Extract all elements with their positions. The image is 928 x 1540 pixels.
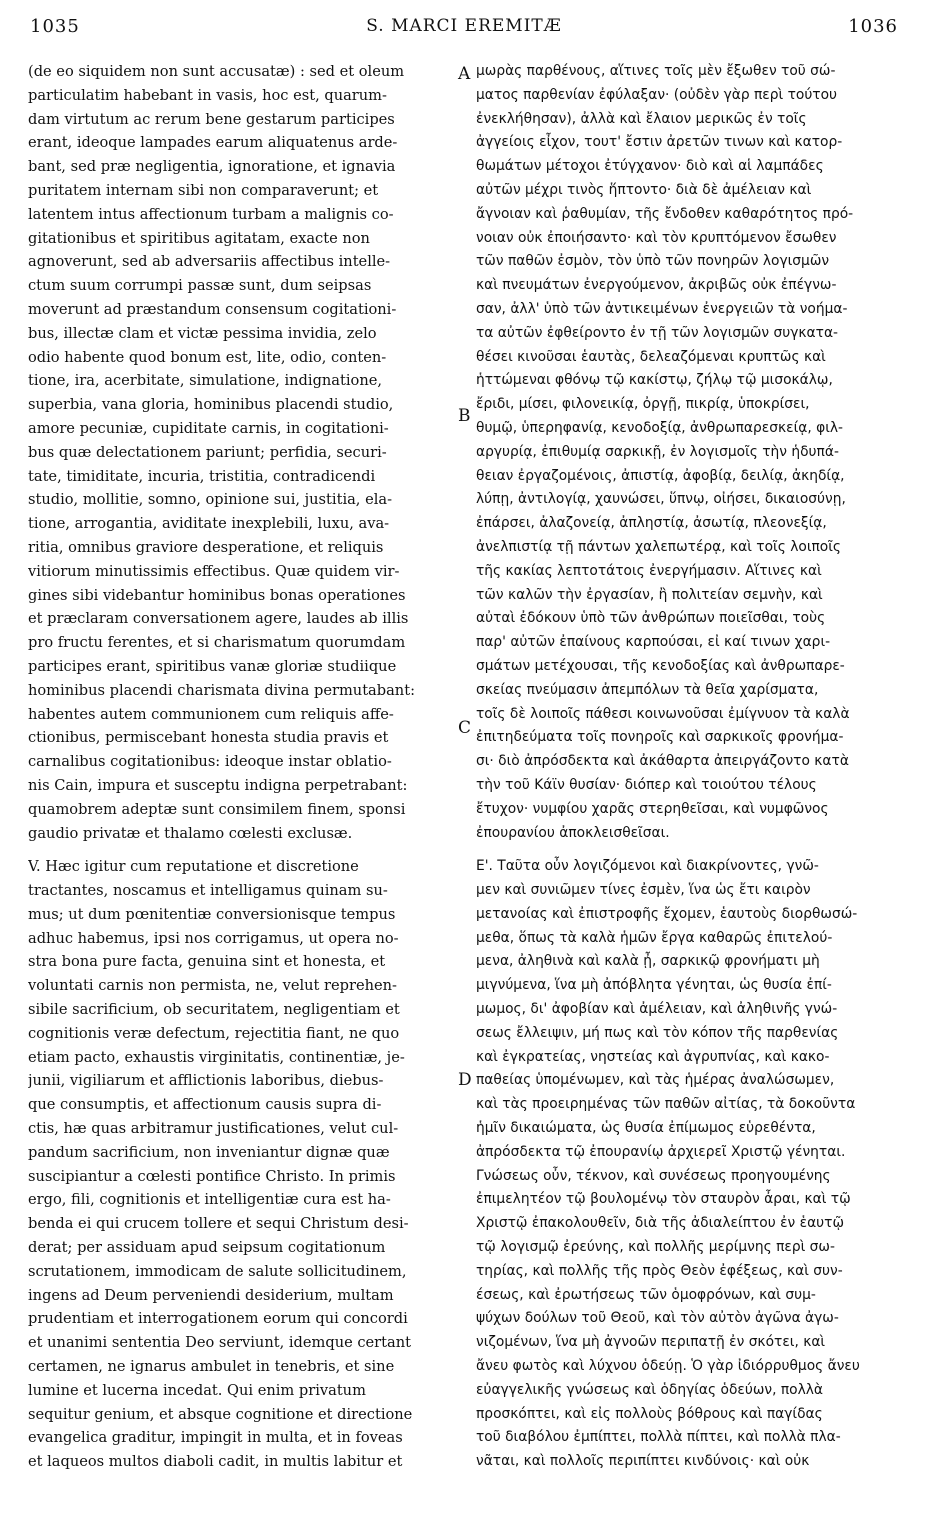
latin-text-line: ctis, hæ quas arbitramur justificationes, velut cul- <box>28 1120 399 1138</box>
greek-text-line: σμάτων μετέχουσαι, τῆς κενοδοξίας καὶ ἀνθρωπαρε- <box>476 657 845 674</box>
greek-text-line: ἐνεκλήθησαν), ἀλλὰ καὶ ἔλαιον μερικῶς ἐν τοῖς <box>476 110 807 127</box>
greek-text-line: αὐταὶ ἐδόκουν ὑπὸ τῶν ἀνθρώπων ποιεῖσθαι, τοὺς <box>476 610 826 627</box>
greek-text-line: νοιαν οὐκ ἐποιήσαντο· καὶ τὸν κρυπτόμενον ἔσωθεν <box>476 229 837 246</box>
latin-text-line: vitiorum minutissimis effectibus. Quæ quidem vir- <box>28 562 400 580</box>
greek-text-line: ἐπιτηδεύματα τοῖς πονηροῖς καὶ σαρκικοῖς φρονήμα- <box>476 729 844 746</box>
latin-text-line: V. Hæc igitur cum reputatione et discretione <box>28 858 359 876</box>
greek-text-line: ψύχων δούλων τοῦ Θεοῦ, καὶ τὸν αὐτὸν ἀγῶνα ἀγω- <box>476 1310 839 1327</box>
latin-text-line: bus quæ delectationem pariunt; perfidia, securi- <box>28 443 387 461</box>
greek-text-line: σκείας πνεύμασιν ἀπεμπόλων τὰ θεῖα χαρίσματα, <box>476 681 819 698</box>
latin-text-line: evangelica graditur, impingit in multa, et in foveas <box>28 1429 403 1447</box>
latin-text-line: sibile sacrificium, ob securitatem, negligentiam et <box>28 1001 400 1019</box>
greek-text-line: ἐπιμελητέον τῷ βουλομένῳ τὸν σταυρὸν ἆραι, καὶ τῷ <box>476 1191 851 1208</box>
greek-text-line: νιζομένων, ἵνα μὴ ἀγνοῶν περιπατῇ ἐν σκότει, καὶ <box>476 1334 826 1351</box>
latin-text-line: (de eo siquidem non sunt accusatæ) : sed et oleum <box>28 63 405 80</box>
greek-text-line: καὶ τὰς προειρημένας τῶν παθῶν αἰτίας, τὰ δοκοῦντα <box>476 1096 856 1113</box>
latin-text-line: participes erant, spiritibus vanæ gloriæ studiique <box>28 657 397 675</box>
greek-text-line: ἐπάρσει, ἀλαζονείᾳ, ἀπληστίᾳ, ἀσωτίᾳ, πλεονεξίᾳ, <box>476 515 827 532</box>
latin-text-line: gitationibus et spiritibus agitatam, exacte non <box>28 229 370 247</box>
greek-text-line: έσεως, καὶ ἐρωτήσεως τῶν ὁμοφρόνων, καὶ συμ- <box>476 1286 816 1303</box>
greek-text-line: αργυρίᾳ, ἐπιθυμίᾳ σαρκικῇ, ἐν λογισμοῖς τὴν ἡδυπά- <box>476 443 839 460</box>
greek-text-line: μεθα, ὅπως τὰ καλὰ ἡμῶν ἔργα καθαρῶς ἐπιτελού- <box>476 929 833 946</box>
greek-text-line: τῷ λογισμῷ ἐρεύνης, καὶ πολλῆς μερίμνης περὶ σω- <box>476 1239 835 1256</box>
greek-text-line: θειαν ἐργαζομένοις, ἀπιστίᾳ, ἀφοβίᾳ, δειλίᾳ, ἀκηδίᾳ, <box>476 467 845 484</box>
latin-text-line: tione, ira, acerbitate, simulatione, indignatione, <box>28 372 382 390</box>
latin-text-line <box>28 845 458 855</box>
latin-text-line: habentes autem communionem cum reliquis affe- <box>28 705 394 723</box>
greek-text-line: σεως ἔλλειψιν, μή πως καὶ τὸν κόπον τῆς παρθενίας <box>476 1024 839 1041</box>
latin-text-line: bus, illectæ clam et victæ pessima invidia, zelo <box>28 324 377 342</box>
greek-text-line: ἀπρόσδεκτα τῷ ἐπουρανίῳ ἀρχιερεῖ Χριστῷ γένηται. <box>476 1143 846 1160</box>
greek-text-line: ματος παρθενίαν ἐφύλαξαν· (οὐδὲν γὰρ περὶ τούτου <box>476 86 838 103</box>
greek-text-line: μωρὰς παρθένους, αἵτινες τοῖς μὲν ἔξωθεν τοῦ σώ- <box>476 63 836 79</box>
greek-text-line: μετανοίας καὶ ἐπιστροφῆς ἔχομεν, ἑαυτοὺς διορθωσώ- <box>476 905 858 922</box>
latin-text-line: prudentiam et interrogationem eorum qui concordi <box>28 1310 408 1328</box>
latin-text-line: superbia, vana gloria, hominibus placendi studio, <box>28 396 394 414</box>
latin-text-line: particulatim habebant in vasis, hoc est, quarum- <box>28 86 387 104</box>
latin-text-line: et unanimi sententia Deo serviunt, idemque certant <box>28 1334 411 1352</box>
latin-text-line: ingens ad Deum perveniendi desiderium, multam <box>28 1286 394 1304</box>
latin-text-line: erant, ideoque lampades earum aliquatenus arde- <box>28 134 398 152</box>
latin-text-line: latentem intus affectionum turbam a malignis co- <box>28 205 394 223</box>
greek-text-line: ἔτυχον· νυμφίου χαρᾶς στερηθεῖσαι, καὶ νυμφῶνος <box>476 800 829 817</box>
latin-text-line: derat; per assiduam apud seipsum cogitationum <box>28 1239 386 1257</box>
latin-text-line: tractantes, noscamus et intelligamus quinam su- <box>28 882 388 900</box>
greek-text-line: προσκόπτει, καὶ εἰς πολλοὺς βόθρους καὶ παγίδας <box>476 1405 823 1422</box>
greek-text-line: ἄνευ φωτὸς καὶ λύχνου ὁδεύῃ. Ὁ γὰρ ἰδιόρρυθμος ἄνευ <box>476 1358 860 1375</box>
greek-text-line <box>476 845 906 855</box>
greek-text-line: ἔριδι, μίσει, φιλονεικίᾳ, ὀργῇ, πικρίᾳ, ὑποκρίσει, <box>476 396 810 413</box>
greek-text-line: μενα, ἀληθινὰ καὶ καλὰ ᾖ, σαρκικῷ φρονήματι μὴ <box>476 953 820 970</box>
section-marker-d: D <box>458 1070 472 1090</box>
greek-text-line: παρ' αὐτῶν ἐπαίνους καρπούσαι, εἰ καί τινων χαρι- <box>476 634 831 651</box>
latin-text-line: voluntati carnis non permista, ne, velut reprehen- <box>28 977 397 995</box>
greek-text-line: Χριστῷ ἐπακολουθεῖν, διὰ τῆς ἀδιαλείπτου ἐν ἑαυτῷ <box>476 1215 845 1232</box>
latin-text-line: puritatem internam sibi non comparaverunt; et <box>28 181 379 199</box>
greek-text-line: τοῦ διαβόλου ἐμπίπτει, πολλὰ πίπτει, καὶ πολλὰ πλα- <box>476 1429 841 1446</box>
greek-text-line: τα αὐτῶν ἐφθείροντο ἐν τῇ τῶν λογισμῶν συγκατα- <box>476 324 839 341</box>
latin-text-line: mus; ut dum pœnitentiæ conversionisque tempus <box>28 905 396 923</box>
latin-text-line: tate, timiditate, incuria, tristitia, contradicendi <box>28 467 376 485</box>
latin-text-line: etiam pacto, exhaustis virginitatis, continentiæ, je- <box>28 1048 405 1066</box>
greek-text-line: νᾶται, καὶ πολλοῖς περιπίπτει κινδύνοις· καὶ οὐκ <box>476 1453 810 1470</box>
latin-text-line: stra bona pure facta, genuina sint et honesta, et <box>28 953 386 971</box>
greek-text-line: θέσει κινοῦσαι ἑαυτὰς, δελεαζόμεναι κρυπτῶς καὶ <box>476 348 826 365</box>
latin-text-line: tione, arrogantia, aviditate inexplebili, luxu, ava- <box>28 515 390 533</box>
latin-text-line: cognitionis veræ defectum, rejectitia fiant, ne quo <box>28 1024 400 1042</box>
latin-column <box>28 60 458 1474</box>
section-marker-c: C <box>458 718 472 738</box>
section-marker-b: B <box>458 406 471 426</box>
greek-text-line: παθείας ὑπομένωμεν, καὶ τὰς ἡμέρας ἀναλώσωμεν, <box>476 1072 835 1089</box>
greek-text-line: τῆς κακίας λεπτοτάτοις ἐνεργήμασιν. Αἵτινες καὶ <box>476 562 822 579</box>
greek-text-line: ἀνελπιστίᾳ τῇ πάντων χαλεπωτέρᾳ, καὶ τοῖς λοιποῖς <box>476 538 841 555</box>
latin-text-line: adhuc habemus, ipsi nos corrigamus, ut opera no- <box>28 929 399 947</box>
latin-text-line: hominibus placendi charismata divina permutabant: <box>28 681 415 699</box>
greek-text-line: τῶν παθῶν ἐσμὸν, τὸν ὑπὸ τῶν πονηρῶν λογισμῶν <box>476 253 830 270</box>
latin-text-line: pro fructu ferentes, et si charismatum quorumdam <box>28 634 406 652</box>
latin-text-line: suscipiantur a cœlesti pontifice Christo. In primis <box>28 1167 396 1185</box>
latin-text-line: odio habente quod bonum est, lite, odio, conten- <box>28 348 387 366</box>
greek-text-line: εὐαγγελικῆς γνώσεως καὶ ὁδηγίας ὁδεύων, πολλὰ <box>476 1381 824 1398</box>
greek-text-line: τῶν καλῶν τὴν ἐργασίαν, ἢ πολιτείαν σεμνὴν, καὶ <box>476 586 823 603</box>
page-header <box>30 12 898 52</box>
latin-text-line: sequitur genium, et absque cognitione et directione <box>28 1405 413 1423</box>
greek-text-line: τὴν τοῦ Κάϊν θυσίαν· διόπερ καὶ τοιούτου τέλους <box>476 776 817 793</box>
greek-text-line: μιγνύμενα, ἵνα μὴ ἀπόβλητα γένηται, ὡς θυσία ἐπί- <box>476 977 832 994</box>
greek-text-line: λύπῃ, ἀντιλογίᾳ, χαυνώσει, ὕπνῳ, οἰήσει, δικαιοσύνῃ, <box>476 491 846 508</box>
greek-text-line: ἡμῖν δικαιώματα, ὡς θυσία ἐπίμωμος εὑρεθέντα, <box>476 1120 816 1137</box>
greek-text-line: θυμῷ, ὑπερηφανίᾳ, κενοδοξίᾳ, ἀνθρωπαρεσκείᾳ, φιλ- <box>476 419 844 436</box>
greek-text-line: μεν καὶ συνιῶμεν τίνες ἐσμὲν, ἵνα ὡς ἔτι καιρὸν <box>476 882 811 899</box>
greek-text-line: ἡττώμεναι φθόνῳ τῷ κακίστῳ, ζήλῳ τῷ μισοκάλῳ, <box>476 372 833 389</box>
latin-text-line: et præclaram conversationem agere, laudes ab illis <box>28 610 409 628</box>
greek-text-line: θωμάτων μέτοχοι ἐτύγχανον· διὸ καὶ αἱ λαμπάδες <box>476 158 824 175</box>
latin-text-line: ctum suum corrumpi passæ sunt, dum seipsas <box>28 277 372 295</box>
section-marker-a: A <box>458 64 471 84</box>
greek-text-line: Γνώσεως οὖν, τέκνον, καὶ συνέσεως προηγουμένης <box>476 1167 831 1184</box>
latin-text-line: benda ei qui crucem tollere et sequi Christum desi- <box>28 1215 409 1233</box>
greek-text-line: καὶ πνευμάτων ἐνεργούμενον, ἀκριβῶς οὐκ ἐπέγνω- <box>476 277 837 294</box>
latin-text-line: bant, sed præ negligentia, ignoratione, et ignavia <box>28 158 396 176</box>
latin-text-line: ergo, fili, cognitionis et intelligentiæ cura est ha- <box>28 1191 391 1209</box>
latin-text-line: ctionibus, permiscebant honesta studia pravis et <box>28 729 389 747</box>
greek-text-line: Ε'. Ταῦτα οὖν λογιζόμενοι καὶ διακρίνοντες, γνῶ- <box>476 858 819 875</box>
latin-text-line: lumine et lucerna incedat. Qui enim privatum <box>28 1381 366 1399</box>
greek-text-line: καὶ ἐγκρατείας, νηστείας καὶ ἀγρυπνίας, καὶ κακο- <box>476 1048 830 1065</box>
latin-text-line: amore pecuniæ, cupiditate carnis, in cogitationi- <box>28 419 389 437</box>
latin-text-line: gaudio privatæ et thalamo cœlesti exclusæ. <box>28 824 353 842</box>
greek-column <box>476 60 906 1474</box>
greek-text-line: σαν, ἀλλ' ὑπὸ τῶν ἀντικειμένων ἐνεργειῶν τὰ νοήμα- <box>476 300 848 317</box>
latin-text-line: dam virtutum ac rerum bene gestarum participes <box>28 110 395 128</box>
greek-text-line: ἀγγείοις εἶχον, τουτ' ἔστιν ἀρετῶν τινων καὶ κατορ- <box>476 134 843 151</box>
greek-text-line: ἄγνοιαν καὶ ῥαθυμίαν, τῆς ἔνδοθεν καθαρότητος πρό- <box>476 205 854 222</box>
latin-text-line: nis Cain, impura et susceptu indigna perpetrabant: <box>28 776 408 794</box>
latin-text-line: scrutationem, immodicam de salute sollicitudinem, <box>28 1262 407 1280</box>
latin-text-line: carnalibus cogitationibus: ideoque instar oblatio- <box>28 753 392 771</box>
page-number-right: 1036 <box>848 16 898 37</box>
greek-text-line: τηρίας, καὶ πολλῆς τῆς πρὸς Θεὸν ἐφέξεως, καὶ συν- <box>476 1262 843 1279</box>
latin-text-line: quamobrem adeptæ sunt consimilem finem, sponsi <box>28 800 406 818</box>
greek-text-line: μωμος, δι' ἀφοβίαν καὶ ἀμέλειαν, καὶ ἀληθινῆς γνώ- <box>476 1001 838 1018</box>
page-number-left: 1035 <box>30 16 80 37</box>
greek-text-line: τοῖς δὲ λοιποῖς πάθεσι κοινωνοῦσαι ἐμίγνυον τὰ καλὰ <box>476 705 850 722</box>
latin-text-line: et laqueos multos diaboli cadit, in multis labitur et <box>28 1453 403 1471</box>
running-title: S. MARCI EREMITÆ <box>366 16 562 36</box>
latin-text-line: agnoverunt, sed ab adversariis affectibus intelle- <box>28 253 391 271</box>
latin-text-line: moverunt ad præstandum consensum cogitationi- <box>28 300 397 318</box>
greek-text-line: σι· διὸ ἀπρόσδεκτα καὶ ἀκάθαρτα ἀπειργάζοντο κατὰ <box>476 753 849 770</box>
latin-text-line: junii, vigiliarum et afflictionis laboribus, diebus- <box>28 1072 384 1090</box>
latin-text-line: que consumptis, et affectionum causis supra di- <box>28 1096 382 1114</box>
greek-text-line: ἐπουρανίου ἀποκλεισθεῖσαι. <box>476 824 670 841</box>
latin-text-line: certamen, ne ignarus ambulet in tenebris, et sine <box>28 1358 395 1376</box>
latin-text-line: gines sibi videbantur hominibus bonas operationes <box>28 586 406 604</box>
latin-text-line: studio, mollitie, somno, opinione sui, justitia, ela- <box>28 491 393 509</box>
latin-text-line: pandum sacrificium, non inveniantur dignæ quæ <box>28 1143 390 1161</box>
latin-text-line: ritia, omnibus graviore desperatione, et reliquis <box>28 538 384 556</box>
greek-text-line: αὐτῶν μέχρι τινὸς ἥπτοντο· διὰ δὲ ἀμέλειαν καὶ <box>476 181 812 198</box>
